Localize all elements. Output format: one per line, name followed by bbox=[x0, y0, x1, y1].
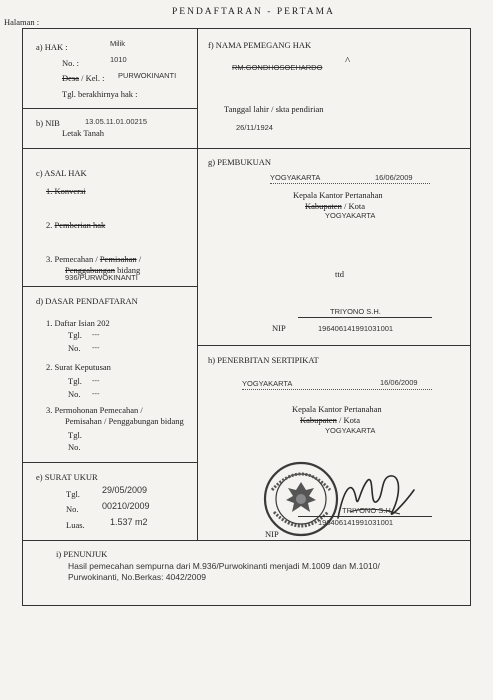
penunjuk-line-1: Hasil pemecahan sempurna dari M.936/Purwokinanti menjadi M.1009 dan M.1010/ bbox=[68, 561, 380, 571]
pemecahan-text: 3. Pemecahan / bbox=[46, 254, 100, 264]
hak-label: a) HAK : bbox=[36, 42, 68, 52]
su-tgl-label: Tgl. bbox=[66, 489, 80, 499]
surat-ukur-label: e) SURAT UKUR bbox=[36, 472, 98, 482]
no-label: No. : bbox=[62, 58, 79, 68]
hak-value: Milik bbox=[110, 39, 125, 48]
tanggal-lahir-value: 26/11/1924 bbox=[236, 123, 273, 132]
no-value: 1010 bbox=[110, 55, 127, 64]
nip-value-h: 196406141991031001 bbox=[318, 518, 394, 527]
kabupaten-struck: Kabupaten bbox=[305, 201, 342, 211]
frame-left bbox=[22, 28, 23, 606]
desa-struck: Desa bbox=[62, 73, 79, 83]
penerbitan-date-line bbox=[242, 389, 432, 390]
no-label-1: No. bbox=[68, 343, 81, 353]
pembukuan-date-line bbox=[270, 183, 430, 184]
desa-kel-label bbox=[62, 73, 105, 83]
tgl-label-3: Tgl. bbox=[68, 430, 82, 440]
row-divider-ab bbox=[22, 108, 198, 109]
nip-label-h: NIP bbox=[265, 529, 279, 539]
tanggal-lahir-label: Tanggal lahir / skta pendirian bbox=[224, 104, 324, 114]
permohonan-item: 3. Permohonan Pemecahan / bbox=[46, 405, 143, 415]
penerbitan-kepala: Kepala Kantor Pertanahan bbox=[292, 404, 382, 414]
row-divider-bc bbox=[22, 148, 471, 149]
kabupaten-struck-h: Kabupaten bbox=[300, 415, 337, 425]
column-divider bbox=[197, 28, 198, 540]
pemberian-hak-item bbox=[46, 220, 105, 230]
penerbitan-kab-kota bbox=[300, 415, 360, 425]
dasar-pendaftaran-label: d) DASAR PENDAFTARAN bbox=[36, 296, 138, 306]
frame-right bbox=[470, 28, 471, 606]
frame-top bbox=[22, 28, 471, 29]
penerbitan-kota-value: YOGYAKARTA bbox=[325, 426, 376, 435]
tgl-label-2: Tgl. bbox=[68, 376, 82, 386]
desa-value: PURWOKINANTI bbox=[118, 71, 177, 80]
tgl-value-2: --- bbox=[92, 376, 100, 385]
pemberian-hak-number: 2. bbox=[46, 220, 55, 230]
surat-keputusan-item: 2. Surat Keputusan bbox=[46, 362, 111, 372]
pembukuan-city: YOGYAKARTA bbox=[270, 173, 321, 182]
halaman-label: Halaman : bbox=[4, 17, 40, 27]
su-no-value: 00210/2009 bbox=[102, 501, 150, 511]
penerbitan-sertipikat-label: h) PENERBITAN SERTIPIKAT bbox=[208, 355, 319, 365]
row-divider-cd bbox=[22, 286, 198, 287]
correction-mark: ^ bbox=[345, 55, 351, 67]
nip-label-g: NIP bbox=[272, 323, 286, 333]
row-divider-i bbox=[22, 540, 471, 541]
pembukuan-kab-kota bbox=[305, 201, 365, 211]
no-value-2: --- bbox=[92, 389, 100, 398]
pemecahan-item bbox=[46, 254, 141, 264]
no-label-3: No. bbox=[68, 442, 81, 452]
nib-label: b) NIB bbox=[36, 118, 60, 128]
ttd-label: ttd bbox=[335, 269, 344, 279]
tgl-label-1: Tgl. bbox=[68, 330, 82, 340]
pembukuan-date: 16/06/2009 bbox=[375, 173, 413, 182]
konversi-item: 1. Konversi bbox=[46, 186, 86, 196]
pembukuan-kota-value: YOGYAKARTA bbox=[325, 211, 376, 220]
nama-pemegang-hak-label: f) NAMA PEMEGANG HAK bbox=[208, 40, 312, 50]
penunjuk-line-2: Purwokinanti, No.Berkas: 4042/2009 bbox=[68, 572, 206, 582]
row-divider-de bbox=[22, 462, 198, 463]
nip-value-g: 196406141991031001 bbox=[318, 324, 394, 333]
kota-label-h: / Kota bbox=[336, 415, 360, 425]
su-luas-label: Luas. bbox=[66, 520, 85, 530]
tgl-value-1: --- bbox=[92, 330, 100, 339]
pemberian-hak-text: Pemberian hak bbox=[54, 220, 106, 230]
penerbitan-city: YOGYAKARTA bbox=[242, 379, 293, 388]
pemisahan-struck: Pemisahan bbox=[99, 254, 137, 264]
signer-line-h bbox=[298, 516, 432, 517]
daftar-isian-item: 1. Daftar Isian 202 bbox=[46, 318, 110, 328]
su-no-label: No. bbox=[66, 504, 79, 514]
asal-hak-value: 936/PURWOKINANTI bbox=[65, 273, 138, 282]
su-luas-value: 1.537 m2 bbox=[110, 517, 148, 527]
pemegang-hak-name: RM.GONDHOSOEHARDO bbox=[232, 63, 323, 72]
kota-label: / Kota bbox=[341, 201, 365, 211]
no-label-2: No. bbox=[68, 389, 81, 399]
page-title: PENDAFTARAN - PERTAMA bbox=[172, 7, 335, 17]
pemecahan-slash: / bbox=[136, 254, 142, 264]
tgl-berakhir-label: Tgl. berakhirnya hak : bbox=[62, 89, 138, 99]
row-divider-gh bbox=[197, 345, 471, 346]
penunjuk-label: i) PENUNJUK bbox=[56, 549, 108, 559]
no-value-1: --- bbox=[92, 343, 100, 352]
asal-hak-label: c) ASAL HAK bbox=[36, 168, 87, 178]
penerbitan-signer: TRIYONO S.H. bbox=[342, 506, 393, 515]
penggabungan-label: Penggabungan bidang bbox=[65, 265, 141, 275]
frame-bottom bbox=[22, 605, 471, 606]
permohonan-item-line2: Pemisahan / Penggabungan bidang bbox=[65, 416, 184, 426]
kel-label: / Kel. : bbox=[79, 73, 105, 83]
pembukuan-kepala: Kepala Kantor Pertanahan bbox=[293, 190, 383, 200]
signer-line-g bbox=[298, 317, 432, 318]
pembukuan-label: g) PEMBUKUAN bbox=[208, 157, 272, 167]
nib-value: 13.05.11.01.00215 bbox=[85, 117, 148, 126]
pembukuan-signer: TRIYONO S.H. bbox=[330, 307, 381, 316]
penggabungan-struck: Penggabungan bbox=[65, 265, 116, 275]
su-tgl-value: 29/05/2009 bbox=[102, 485, 148, 495]
penerbitan-date: 16/06/2009 bbox=[380, 378, 418, 387]
letak-tanah-label: Letak Tanah bbox=[62, 128, 104, 138]
